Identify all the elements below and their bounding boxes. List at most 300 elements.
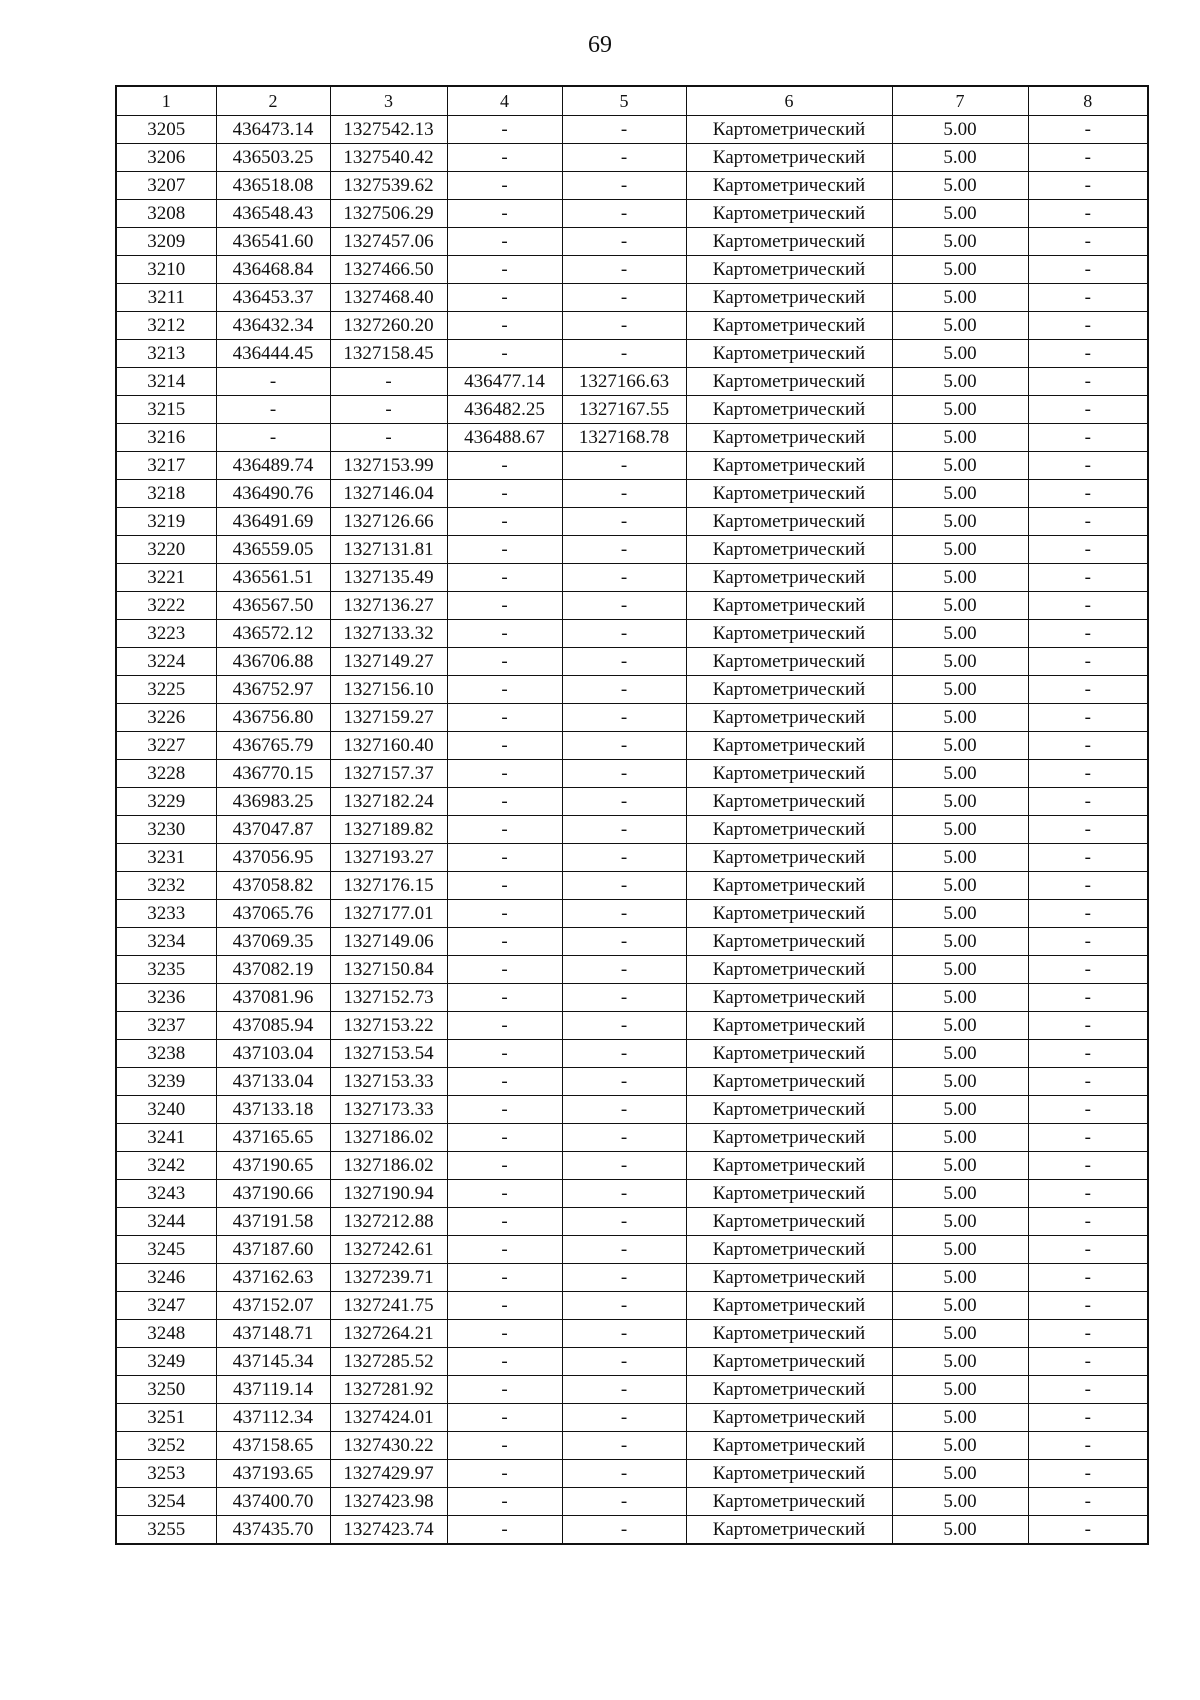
column-header: 1 [116, 86, 216, 116]
table-cell: Картометрический [686, 480, 892, 508]
table-cell: Картометрический [686, 648, 892, 676]
table-cell: - [1028, 732, 1148, 760]
table-cell: 3237 [116, 1012, 216, 1040]
column-header: 5 [562, 86, 686, 116]
table-row [116, 1376, 1148, 1404]
table-cell: 1327149.06 [330, 928, 447, 956]
table-cell: Картометрический [686, 452, 892, 480]
table-cell: Картометрический [686, 1460, 892, 1488]
table-row [116, 1096, 1148, 1124]
table-row [116, 592, 1148, 620]
table-cell: 5.00 [892, 704, 1028, 732]
table-cell: Картометрический [686, 816, 892, 844]
table-cell: 1327466.50 [330, 256, 447, 284]
table-cell: 5.00 [892, 256, 1028, 284]
table-cell: 3217 [116, 452, 216, 480]
table-cell: 437119.14 [216, 1376, 330, 1404]
table-cell: Картометрический [686, 1348, 892, 1376]
table-cell: 437400.70 [216, 1488, 330, 1516]
table-cell: - [562, 956, 686, 984]
table-cell: - [447, 1432, 562, 1460]
table-cell: 3233 [116, 900, 216, 928]
table-cell: 3254 [116, 1488, 216, 1516]
table-cell: - [1028, 1432, 1148, 1460]
table-cell: - [562, 1460, 686, 1488]
table-cell: - [1028, 1068, 1148, 1096]
table-cell: 3231 [116, 844, 216, 872]
table-row [116, 424, 1148, 452]
table-cell: 3249 [116, 1348, 216, 1376]
table-cell: - [1028, 676, 1148, 704]
table-cell: - [562, 1488, 686, 1516]
table-cell: - [562, 312, 686, 340]
table-cell: - [1028, 648, 1148, 676]
table-row [116, 1068, 1148, 1096]
table-cell: - [447, 1180, 562, 1208]
table-cell: - [562, 284, 686, 312]
table-cell: 5.00 [892, 228, 1028, 256]
table-cell: - [1028, 1236, 1148, 1264]
table-cell: - [447, 116, 562, 144]
table-cell: - [447, 1040, 562, 1068]
table-cell: 3220 [116, 536, 216, 564]
table-cell: 5.00 [892, 508, 1028, 536]
table-cell: 3221 [116, 564, 216, 592]
table-cell: 437190.66 [216, 1180, 330, 1208]
table-cell: 1327506.29 [330, 200, 447, 228]
table-cell: 5.00 [892, 1348, 1028, 1376]
table-cell: - [562, 228, 686, 256]
table-cell: 436706.88 [216, 648, 330, 676]
table-cell: 437158.65 [216, 1432, 330, 1460]
table-cell: - [1028, 900, 1148, 928]
table-cell: - [562, 760, 686, 788]
table-cell: 437148.71 [216, 1320, 330, 1348]
table-cell: 1327153.22 [330, 1012, 447, 1040]
table-cell: - [562, 1432, 686, 1460]
table-cell: - [1028, 928, 1148, 956]
table-row [116, 1404, 1148, 1432]
table-cell: 5.00 [892, 956, 1028, 984]
table-cell: 5.00 [892, 452, 1028, 480]
table-cell: 437069.35 [216, 928, 330, 956]
table-cell: 5.00 [892, 1460, 1028, 1488]
table-cell: 1327468.40 [330, 284, 447, 312]
table-cell: 3229 [116, 788, 216, 816]
table-cell: - [562, 1264, 686, 1292]
table-cell: - [562, 788, 686, 816]
table-cell: - [447, 1460, 562, 1488]
table-row [116, 368, 1148, 396]
table-cell: 436482.25 [447, 396, 562, 424]
table-cell: 436432.34 [216, 312, 330, 340]
table-cell: 1327126.66 [330, 508, 447, 536]
table-row [116, 1348, 1148, 1376]
table-cell: - [447, 536, 562, 564]
table-cell: 1327281.92 [330, 1376, 447, 1404]
table-cell: Картометрический [686, 1516, 892, 1545]
table-cell: 437085.94 [216, 1012, 330, 1040]
table-cell: - [562, 900, 686, 928]
table-cell: 3219 [116, 508, 216, 536]
table-row [116, 172, 1148, 200]
table-cell: 5.00 [892, 592, 1028, 620]
table-cell: - [1028, 592, 1148, 620]
table-cell: - [447, 1208, 562, 1236]
table-row [116, 984, 1148, 1012]
table-cell: 3226 [116, 704, 216, 732]
table-cell: 3241 [116, 1124, 216, 1152]
table-cell: 3208 [116, 200, 216, 228]
table-cell: - [562, 620, 686, 648]
table-cell: 3209 [116, 228, 216, 256]
table-cell: - [562, 1320, 686, 1348]
table-row [116, 144, 1148, 172]
table-cell: - [1028, 788, 1148, 816]
table-cell: - [447, 228, 562, 256]
table-cell: - [562, 872, 686, 900]
table-cell: - [1028, 116, 1148, 144]
table-cell: 5.00 [892, 1236, 1028, 1264]
table-cell: 3223 [116, 620, 216, 648]
table-cell: Картометрический [686, 144, 892, 172]
table-cell: 3215 [116, 396, 216, 424]
table-cell: - [562, 1040, 686, 1068]
table-cell: 1327176.15 [330, 872, 447, 900]
table-cell: - [562, 1208, 686, 1236]
table-cell: Картометрический [686, 1320, 892, 1348]
table-cell: - [562, 1292, 686, 1320]
table-row [116, 1488, 1148, 1516]
column-header: 3 [330, 86, 447, 116]
table-cell: 1327186.02 [330, 1124, 447, 1152]
table-cell: 1327424.01 [330, 1404, 447, 1432]
table-cell: 1327167.55 [562, 396, 686, 424]
table-cell: - [447, 928, 562, 956]
table-cell: Картометрический [686, 1264, 892, 1292]
table-row [116, 1432, 1148, 1460]
table-cell: 5.00 [892, 424, 1028, 452]
table-cell: 436503.25 [216, 144, 330, 172]
table-cell: 3225 [116, 676, 216, 704]
table-cell: 1327157.37 [330, 760, 447, 788]
table-cell: - [447, 816, 562, 844]
table-cell: - [1028, 424, 1148, 452]
table-cell: - [1028, 1404, 1148, 1432]
table-cell: 5.00 [892, 536, 1028, 564]
table-cell: 3213 [116, 340, 216, 368]
table-cell: 5.00 [892, 1208, 1028, 1236]
table-row [116, 1208, 1148, 1236]
table-cell: - [447, 340, 562, 368]
table-cell: Картометрический [686, 676, 892, 704]
table-cell: 3228 [116, 760, 216, 788]
table-cell: 3224 [116, 648, 216, 676]
table-cell: - [216, 424, 330, 452]
table-cell: 436765.79 [216, 732, 330, 760]
table-cell: - [447, 1376, 562, 1404]
table-cell: Картометрический [686, 1432, 892, 1460]
table-cell: - [562, 676, 686, 704]
table-cell: Картометрический [686, 984, 892, 1012]
table-cell: Картометрический [686, 396, 892, 424]
table-cell: 437193.65 [216, 1460, 330, 1488]
table-cell: - [1028, 284, 1148, 312]
table-cell: - [447, 172, 562, 200]
table-cell: - [562, 1376, 686, 1404]
table-row [116, 816, 1148, 844]
table-cell: 436490.76 [216, 480, 330, 508]
header-row [116, 86, 1148, 116]
table-cell: Картометрический [686, 1152, 892, 1180]
table-cell: - [562, 480, 686, 508]
table-cell: 3216 [116, 424, 216, 452]
table-cell: - [1028, 172, 1148, 200]
table-row [116, 648, 1148, 676]
table-cell: 436561.51 [216, 564, 330, 592]
table-row [116, 256, 1148, 284]
table-cell: 3238 [116, 1040, 216, 1068]
table-cell: Картометрический [686, 620, 892, 648]
table-row [116, 1180, 1148, 1208]
table-cell: 3242 [116, 1152, 216, 1180]
table-cell: 5.00 [892, 1320, 1028, 1348]
table-cell: - [1028, 1320, 1148, 1348]
table-cell: 1327146.04 [330, 480, 447, 508]
table-cell: - [562, 1012, 686, 1040]
table-cell: Картометрический [686, 900, 892, 928]
table-cell: Картометрический [686, 1488, 892, 1516]
table-cell: - [447, 1012, 562, 1040]
table-cell: - [447, 620, 562, 648]
table-cell: - [562, 536, 686, 564]
table-cell: 436468.84 [216, 256, 330, 284]
table-cell: 5.00 [892, 480, 1028, 508]
table-cell: 3205 [116, 116, 216, 144]
table-cell: Картометрический [686, 1180, 892, 1208]
table-row [116, 760, 1148, 788]
table-cell: 1327182.24 [330, 788, 447, 816]
table-cell: 1327153.99 [330, 452, 447, 480]
table-cell: 1327159.27 [330, 704, 447, 732]
table-cell: 3251 [116, 1404, 216, 1432]
table-row [116, 1152, 1148, 1180]
table-cell: 1327160.40 [330, 732, 447, 760]
table-cell: - [216, 396, 330, 424]
table-cell: 5.00 [892, 1488, 1028, 1516]
table-row [116, 564, 1148, 592]
table-cell: - [1028, 536, 1148, 564]
table-row [116, 1124, 1148, 1152]
table-cell: Картометрический [686, 592, 892, 620]
table-cell: - [562, 564, 686, 592]
table-cell: 3227 [116, 732, 216, 760]
table-cell: 5.00 [892, 1432, 1028, 1460]
table-cell: Картометрический [686, 1376, 892, 1404]
table-row [116, 452, 1148, 480]
table-cell: 3252 [116, 1432, 216, 1460]
table-cell: 436559.05 [216, 536, 330, 564]
table-cell: - [330, 424, 447, 452]
table-cell: 437162.63 [216, 1264, 330, 1292]
table-cell: 5.00 [892, 200, 1028, 228]
table-cell: 5.00 [892, 900, 1028, 928]
table-cell: - [447, 1236, 562, 1264]
table-cell: 436489.74 [216, 452, 330, 480]
table-cell: - [1028, 1460, 1148, 1488]
table-cell: - [562, 144, 686, 172]
table-cell: 1327135.49 [330, 564, 447, 592]
table-cell: 437187.60 [216, 1236, 330, 1264]
table-cell: - [562, 1152, 686, 1180]
table-cell: 1327158.45 [330, 340, 447, 368]
table-cell: 5.00 [892, 1292, 1028, 1320]
table-cell: 437190.65 [216, 1152, 330, 1180]
table-cell: - [1028, 452, 1148, 480]
table-cell: 437145.34 [216, 1348, 330, 1376]
table-cell: - [562, 984, 686, 1012]
table-cell: - [447, 508, 562, 536]
table-cell: 1327173.33 [330, 1096, 447, 1124]
table-cell: 1327264.21 [330, 1320, 447, 1348]
table-row [116, 1516, 1148, 1545]
table-cell: - [447, 284, 562, 312]
table-cell: 437103.04 [216, 1040, 330, 1068]
table-cell: Картометрический [686, 1124, 892, 1152]
table-cell: 1327149.27 [330, 648, 447, 676]
column-header: 4 [447, 86, 562, 116]
table-cell: 436567.50 [216, 592, 330, 620]
table-cell: - [447, 564, 562, 592]
table-cell: 5.00 [892, 284, 1028, 312]
table-row [116, 1292, 1148, 1320]
table-cell: 436477.14 [447, 368, 562, 396]
table-cell: - [447, 480, 562, 508]
table-cell: 1327153.54 [330, 1040, 447, 1068]
table-row [116, 396, 1148, 424]
table-cell: - [447, 144, 562, 172]
table-cell: 1327156.10 [330, 676, 447, 704]
table-cell: Картометрический [686, 172, 892, 200]
table-cell: 437082.19 [216, 956, 330, 984]
table-cell: 436756.80 [216, 704, 330, 732]
table-cell: - [562, 816, 686, 844]
table-cell: Картометрический [686, 312, 892, 340]
table-cell: - [1028, 1292, 1148, 1320]
table-cell: - [447, 312, 562, 340]
table-cell: 436541.60 [216, 228, 330, 256]
table-cell: 5.00 [892, 1404, 1028, 1432]
table-cell: 3253 [116, 1460, 216, 1488]
table-cell: - [562, 1516, 686, 1545]
table-cell: - [447, 900, 562, 928]
table-cell: 3210 [116, 256, 216, 284]
table-cell: - [447, 1348, 562, 1376]
table-row [116, 788, 1148, 816]
table-cell: 3236 [116, 984, 216, 1012]
table-cell: - [562, 508, 686, 536]
table-cell: 5.00 [892, 984, 1028, 1012]
table-cell: - [1028, 564, 1148, 592]
table-cell: - [1028, 1152, 1148, 1180]
table-cell: 3244 [116, 1208, 216, 1236]
table-cell: - [447, 704, 562, 732]
table-cell: 1327430.22 [330, 1432, 447, 1460]
table-cell: 3212 [116, 312, 216, 340]
table-cell: 5.00 [892, 564, 1028, 592]
table-cell: 3214 [116, 368, 216, 396]
table-row [116, 228, 1148, 256]
table-row [116, 620, 1148, 648]
table-cell: - [447, 1320, 562, 1348]
table-cell: - [1028, 1124, 1148, 1152]
table-cell: 436770.15 [216, 760, 330, 788]
table-cell: - [562, 928, 686, 956]
table-cell: 5.00 [892, 312, 1028, 340]
table-cell: 3222 [116, 592, 216, 620]
table-cell: 1327285.52 [330, 1348, 447, 1376]
table-cell: 437081.96 [216, 984, 330, 1012]
table-cell: 437065.76 [216, 900, 330, 928]
table-row [116, 872, 1148, 900]
table-cell: Картометрический [686, 116, 892, 144]
table-row [116, 1320, 1148, 1348]
table-cell: 1327260.20 [330, 312, 447, 340]
table-cell: - [447, 1292, 562, 1320]
table-cell: 1327423.98 [330, 1488, 447, 1516]
table-cell: 5.00 [892, 732, 1028, 760]
table-cell: - [447, 760, 562, 788]
table-cell: Картометрический [686, 340, 892, 368]
table-cell: 1327133.32 [330, 620, 447, 648]
column-header: 6 [686, 86, 892, 116]
table-cell: 436491.69 [216, 508, 330, 536]
table-cell: 5.00 [892, 1068, 1028, 1096]
table-cell: 1327177.01 [330, 900, 447, 928]
table-cell: - [1028, 1516, 1148, 1545]
table-cell: Картометрический [686, 1404, 892, 1432]
table-cell: 436572.12 [216, 620, 330, 648]
table-cell: Картометрический [686, 1208, 892, 1236]
table-cell: - [562, 704, 686, 732]
table-cell: 437435.70 [216, 1516, 330, 1545]
table-cell: Картометрический [686, 200, 892, 228]
table-cell: - [447, 1404, 562, 1432]
table-cell: - [330, 368, 447, 396]
table-cell: - [562, 1180, 686, 1208]
table-cell: Картометрический [686, 788, 892, 816]
table-cell: 5.00 [892, 928, 1028, 956]
table-cell: 5.00 [892, 620, 1028, 648]
table-cell: - [1028, 984, 1148, 1012]
table-cell: - [330, 396, 447, 424]
table-cell: 5.00 [892, 1124, 1028, 1152]
table-cell: - [562, 200, 686, 228]
table-cell: 3234 [116, 928, 216, 956]
table-cell: - [447, 872, 562, 900]
table-cell: 5.00 [892, 816, 1028, 844]
table-cell: - [1028, 144, 1148, 172]
table-cell: - [1028, 760, 1148, 788]
table-cell: 1327242.61 [330, 1236, 447, 1264]
table-cell: 437133.18 [216, 1096, 330, 1124]
table-cell: 1327186.02 [330, 1152, 447, 1180]
table-row [116, 928, 1148, 956]
table-cell: 1327131.81 [330, 536, 447, 564]
table-cell: 5.00 [892, 144, 1028, 172]
table-cell: - [562, 732, 686, 760]
table-cell: Картометрический [686, 368, 892, 396]
